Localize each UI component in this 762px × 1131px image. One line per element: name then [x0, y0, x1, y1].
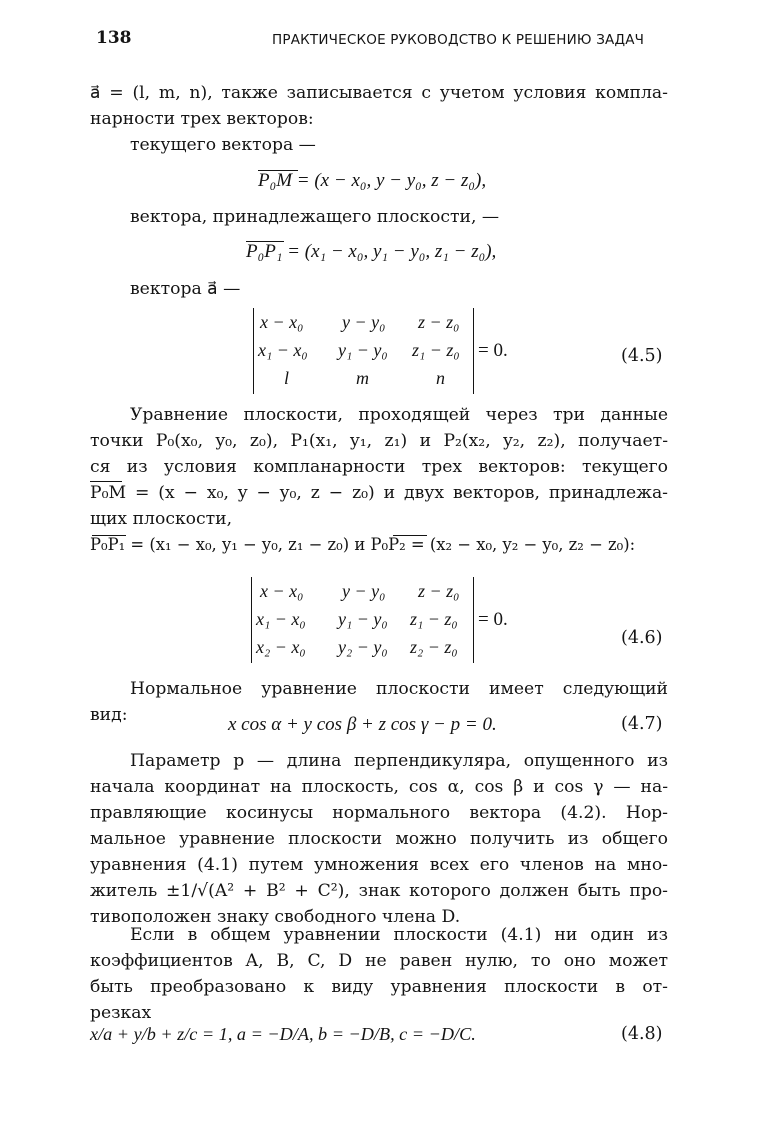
text-line: Нормальное уравнение плоскости имеет следующий [130, 679, 668, 699]
equation-number: (4.7) [621, 714, 663, 734]
det-cell: x₁ − x₀ [258, 340, 308, 360]
det-equals: = 0. [478, 609, 508, 630]
det-cell: y₁ − y₀ [338, 340, 388, 360]
det-cell: z₂ − z₀ [410, 637, 458, 657]
text-line: вид: [90, 705, 128, 725]
text-line: ся из условия компланарности трех векторов: текущего [90, 457, 668, 477]
det-cell: y₂ − y₀ [338, 637, 388, 657]
text-line: щих плоскости, [90, 509, 233, 529]
text-line: мальное уравнение плоскости можно получить из общего [90, 829, 668, 849]
text-line: быть преобразовано к виду уравнения плоскости в от- [90, 977, 668, 997]
formula-p0m: P₀M = (x − x₀, y − y₀, z − z₀), [258, 170, 487, 191]
det-cell: n [436, 368, 445, 388]
text-line: P₀M = (x − x₀, y − y₀, z − z₀) и двух векторов, принадлежа- [90, 483, 668, 503]
det-cell: l [284, 368, 290, 388]
det-cell: z − z₀ [418, 581, 460, 601]
formula-4-7: x cos α + y cos β + z cos γ − p = 0. [228, 714, 497, 735]
text-line: резках [90, 1003, 152, 1023]
formula-4-8: x/a + y/b + z/c = 1, a = −D/A, b = −D/B, c = −D/C. [90, 1024, 476, 1044]
text-line: Уравнение плоскости, проходящей через три данные [130, 405, 668, 425]
formula-p0p1: P₀P₁ = (x₁ − x₀, y₁ − y₀, z₁ − z₀), [246, 241, 497, 262]
det-cell: x − x₀ [260, 312, 304, 332]
text-line: вектора, принадлежащего плоскости, — [130, 207, 500, 227]
text-line: правляющие косинусы нормального вектора (4.2). Нор- [90, 803, 668, 823]
det-cell: y₁ − y₀ [338, 609, 388, 629]
det-cell: y − y₀ [342, 581, 386, 601]
equation-number: (4.6) [621, 628, 663, 648]
det-cell: z₁ − z₀ [412, 340, 460, 360]
text-line: вектора a⃗ — [130, 279, 241, 299]
determinant-4-6 [251, 577, 474, 663]
det-equals: = 0. [478, 340, 508, 361]
text-line: уравнения (4.1) путем умножения всех его членов на мно- [90, 855, 668, 875]
det-cell: x₁ − x₀ [256, 609, 306, 629]
determinant-4-5 [253, 308, 474, 394]
det-cell: x₂ − x₀ [256, 637, 306, 657]
text-line: тивоположен знаку свободного члена D. [90, 907, 461, 927]
det-cell: y − y₀ [342, 312, 386, 332]
text-line: текущего вектора — [130, 135, 316, 155]
det-cell: m [356, 368, 369, 388]
text-line: Параметр p — длина перпендикуляра, опущенного из [130, 751, 668, 771]
det-cell: x − x₀ [260, 581, 304, 601]
running-title: ПРАКТИЧЕСКОЕ РУКОВОДСТВО К РЕШЕНИЮ ЗАДАЧ [272, 32, 645, 48]
det-cell: z − z₀ [418, 312, 460, 332]
text-line: точки P₀(x₀, y₀, z₀), P₁(x₁, y₁, z₁) и P₂(x₂, y₂, z₂), получает- [90, 431, 668, 451]
equation-number: (4.5) [621, 346, 663, 366]
det-cell: z₁ − z₀ [410, 609, 458, 629]
text-line: P₀P₁ = (x₁ − x₀, y₁ − y₀, z₁ − z₀) и P₀P₂ = (x₂ − x₀, y₂ − y₀, z₂ − z₀): [90, 535, 636, 554]
text-line: a⃗ = (l, m, n), также записывается с учетом условия компла- [90, 83, 668, 103]
text-line: житель ±1/√(A² + B² + C²), знак которого должен быть про- [90, 881, 668, 901]
page-number: 138 [96, 28, 132, 48]
text-line: начала координат на плоскость, cos α, cos β и cos γ — на- [90, 777, 668, 797]
equation-number: (4.8) [621, 1024, 663, 1044]
text-line: Если в общем уравнении плоскости (4.1) ни один из [130, 925, 668, 945]
text-line: коэффициентов A, B, C, D не равен нулю, то оно может [90, 951, 668, 971]
text-line: нарности трех векторов: [90, 109, 314, 129]
